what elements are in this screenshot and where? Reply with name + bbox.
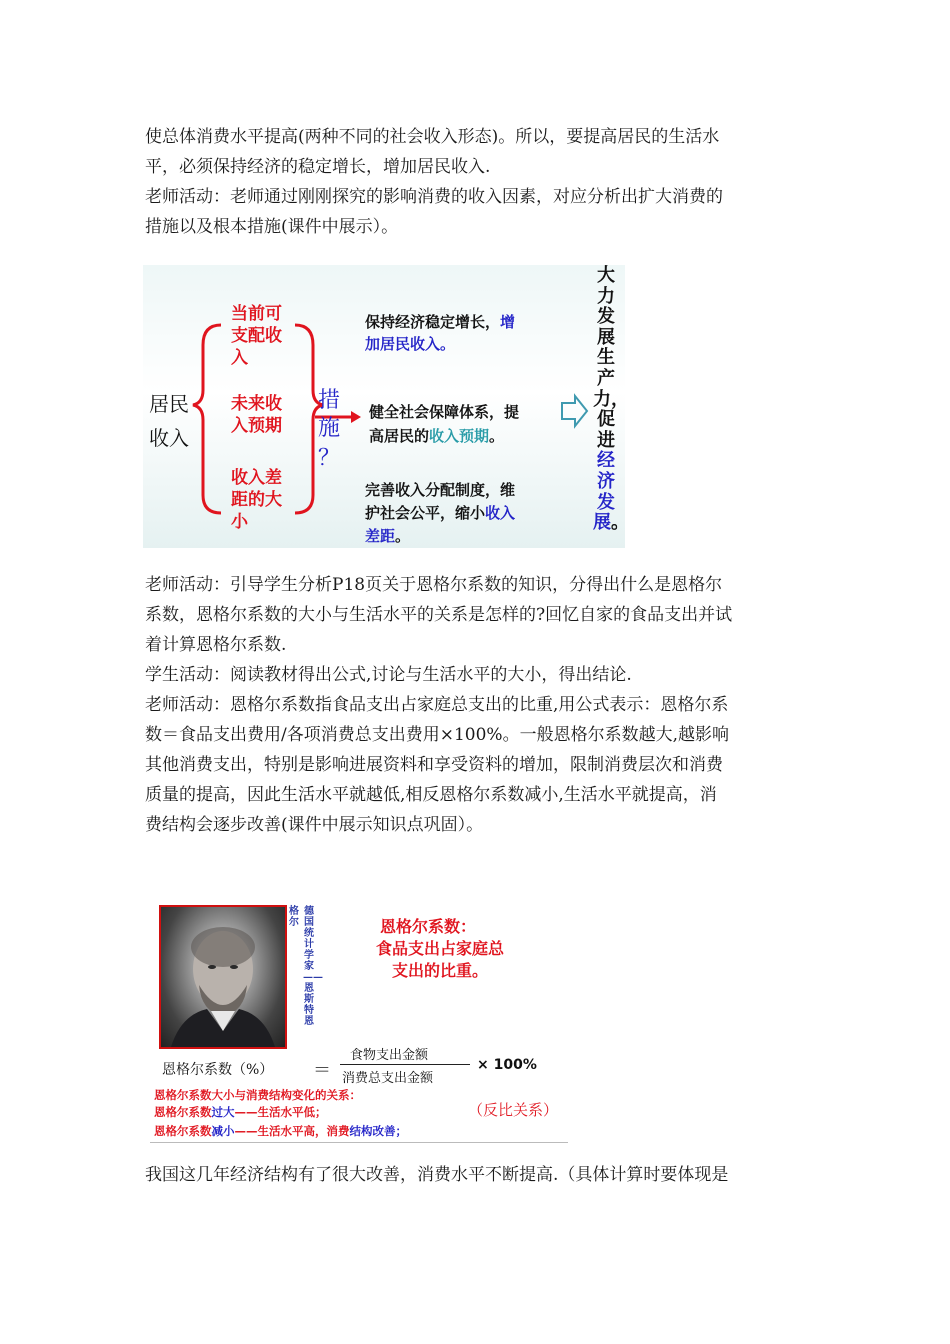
definition-line: 支出的比重。 [391,961,488,980]
left-eye-icon [208,965,216,969]
factor-line: 未来收 [231,394,282,414]
factor-line: 小 [231,512,248,532]
factor-future-income [231,393,282,437]
relation-text: ——生活水平低； [234,1105,327,1119]
factor-line: 当前可 [231,304,282,324]
text-line: 数＝食品支出费用/各项消费总支出费用×100%。一般恩格尔系数越大,越影响 [145,725,729,745]
engel-coefficient-figure [150,902,570,1144]
measure-text: 。 [395,527,411,545]
arrow-head-icon [351,411,361,423]
formula-multiplier: × 100% [477,1057,537,1073]
formula-denominator: 消费总支出金额 [342,1071,434,1086]
formula-numerator: 食物支出金额 [350,1048,429,1063]
factor-line: 入 [231,348,248,368]
measure-text: 保持经济稳定增长， [365,313,501,331]
fraction-bar [340,1064,470,1065]
formula-equals: ＝ [313,1060,331,1081]
relation-2 [154,1124,407,1139]
measure-highlight: 增 [500,313,516,331]
factor-income-gap [231,467,282,533]
engel-portrait [159,905,287,1049]
text-line: 使总体消费水平提高(两种不同的社会收入形态)。所以，要提高居民的生活水 [145,127,720,147]
vertical-highlight: 经济发展 [593,450,615,534]
measure-highlight: 收入预期 [429,427,490,445]
formula-label: 恩格尔系数（%） [162,1062,274,1078]
left-label-line: 居民 [149,392,189,416]
definition-line: 食品支出占家庭总 [375,939,504,958]
factor-line: 支配收 [231,326,282,346]
text-line: 质量的提高，因此生活水平就越低,相反恩格尔系数减小,生活水平就提高，消 [145,785,717,805]
left-label [149,389,189,453]
side-name-vertical: 格尔 [289,906,299,928]
text-line: 老师活动：老师通过刚刚探究的影响消费的收入因素，对应分析出扩大消费的 [145,187,723,207]
definition-block [340,916,540,982]
hollow-arrow-icon [562,396,587,426]
closing-paragraph [145,1160,813,1190]
measure-3 [365,479,515,548]
left-label-line: 收入 [149,426,189,450]
figure-divider [150,1142,568,1143]
left-brace-icon [193,325,221,513]
develop-productivity-vertical [593,265,629,534]
relation-highlight: 减小 [211,1124,235,1138]
text-line: 平，必须保持经济的稳定增长，增加居民收入. [145,157,491,177]
text-line: 着计算恩格尔系数. [145,635,287,655]
measures-label [318,387,340,473]
text-line: 我国这几年经济结构有了很大改善，消费水平不断提高.（具体计算时要体现是 [145,1165,729,1185]
measure-highlight: 加居民收入。 [365,335,456,353]
text-line: 老师活动：恩格尔系数指食品支出占家庭总支出的比重,用公式表示：恩格尔系 [145,695,729,715]
side-desc-vertical: 德国统计学家——恩斯特恩 [303,906,323,1027]
measure-text: 。 [489,427,505,445]
relation-title: 恩格尔系数大小与消费结构变化的关系： [154,1088,361,1102]
factor-current-income [231,303,282,369]
engel-paragraph [145,570,813,840]
intro-paragraph [145,122,813,242]
text-line: 费结构会逐步改善(课件中展示知识点巩固）。 [145,815,484,835]
text-line: 措施以及根本措施(课件中展示）。 [145,217,399,237]
measures-question: ？ [318,446,341,471]
relation-text: 恩格尔系数 [154,1105,212,1119]
relation-text: 恩格尔系数 [154,1124,212,1138]
vertical-text: 。 [611,512,629,534]
income-measures-figure [143,265,625,548]
measure-2 [369,400,519,448]
definition-title: 恩格尔系数： [380,917,477,936]
text-line: 其他消费支出，特别是影响进展资料和享受资料的增加，限制消费层次和消费 [145,755,723,775]
relation-text: ——生活水平高，消费 [234,1124,350,1138]
hair-shape [191,927,255,967]
relation-highlight: 结构改善； [349,1124,407,1138]
measure-text: 高居民的 [369,427,430,445]
measure-highlight: 差距 [365,527,396,545]
inverse-relation: （反比关系） [468,1101,559,1119]
measure-highlight: 收入 [485,504,516,522]
text-line: 老师活动：引导学生分析P18页关于恩格尔系数的知识，分得出什么是恩格尔 [145,575,723,595]
portrait-illustration [161,907,285,1047]
factor-line: 入预期 [231,416,282,436]
measure-text: 健全社会保障体系，提 [369,403,520,421]
right-eye-icon [230,965,238,969]
measures-label-line: 施 [318,416,341,441]
vertical-text: 大力发展生产力，促进 [593,265,629,451]
measure-text: 完善收入分配制度，维 [365,481,516,499]
measure-1 [365,311,515,355]
relation-highlight: 过大 [211,1105,235,1119]
measures-label-line: 措 [318,388,341,413]
factor-line: 收入差 [231,468,282,488]
text-line: 学生活动：阅读教材得出公式,讨论与生活水平的大小，得出结论. [145,665,632,685]
factor-line: 距的大 [231,490,282,510]
relation-1 [154,1105,327,1120]
text-line: 系数，恩格尔系数的大小与生活水平的关系是怎样的?回忆自家的食品支出并试 [145,605,733,625]
measure-text: 护社会公平，缩小 [365,504,486,522]
